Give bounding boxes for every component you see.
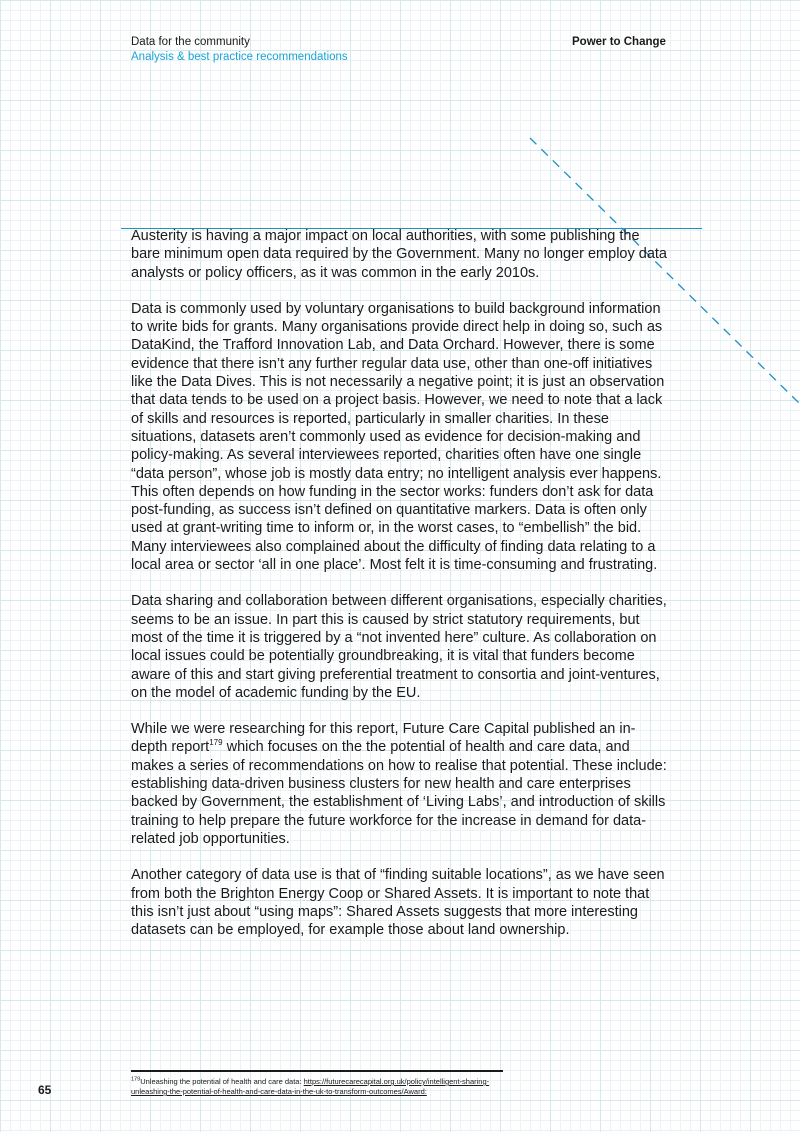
document-subtitle: Analysis & best practice recommendations <box>131 51 348 63</box>
page-number: 65 <box>38 1083 52 1097</box>
footnote-link[interactable]: https://futurecarecapital.org.uk/policy/intelligent-sharing-unleashing-the-potential-of-health-and-care-data-in-the-uk-to-transform-outcomes/Award: <box>131 1077 490 1096</box>
footnote-number: 179 <box>131 1076 141 1083</box>
footnote-text: Unleashing the potential of health and care data: <box>140 1077 304 1086</box>
paragraph-finding-locations: Another category of data use is that of “finding suitable locations”, as we have seen from both the Brighton Energy Coop or Shared Assets. It is important to note that this isn’t just about “using maps”: Shared Assets suggests that more interesting datasets can be employed, for example those about land ownership. <box>131 867 665 939</box>
paragraph-future-care-capital: While we were researching for this report, Future Care Capital published an in-depth report$^{179}$ which focuses on the the potential of health and care data, and makes a series of recommendations on how to realise that potential. These include: establishing data-driven business clusters for new health and care enterprises backed by Government, the establishment of ‘Living Labs’, and introduction of skills training to help prepare the future workforce for the increase in demand for data-related job opportunities. <box>131 721 667 847</box>
document-title: Data for the community <box>131 36 250 48</box>
paragraph-data-sharing: Data sharing and collaboration between different organisations, especially charities, seems to be an issue. In part this is caused by strict statutory requirements, but most of the time it is triggered by a “not invented here” culture. As collaboration on local issues could be potentially groundbreaking, it is vital that funders become aware of this and start giving preferential treatment to consortia and joint-ventures, on the model of academic funding by the EU. <box>131 593 667 701</box>
paragraph-voluntary-data-use: Data is commonly used by voluntary organisations to build background information to write bids for grants. Many organisations provide direct help in doing so, such as DataKind, the Trafford Innovation Lab, and Data Orchard. However, there is some evidence that there isn’t any further regular data use, other than one-off initiatives like the Data Dives. This is not necessarily a negative point; it is just an observation that data tends to be used on a project basis. However, we need to note that a lack of skills and resources is reported, particularly in smaller charities. In these situations, datasets aren’t commonly used as evidence for decision-making and policy-making. As several interviewees reported, charities often have one single “data person”, whose job is mostly data entry; no intelligent analysis ever happens. This often depends on how funding in the sector works: funders don’t ask for data post-funding, as success isn’t defined on quantitative markers. Data is often only used at grant-writing time to inform or, in the worst cases, to “embellish” the bid. Many interviewees also complained about the difficulty of finding data relating to a local area or sector ‘all in one place’. Most felt it is time-consuming and frustrating. <box>131 300 665 574</box>
brand-name: Power to Change <box>572 36 666 48</box>
footnote-rule <box>131 1070 503 1072</box>
footnote-reference[interactable]: 179 <box>209 738 223 748</box>
paragraph-austerity: Austerity is having a major impact on local authorities, with some publishing the bare minimum open data required by the Government. Many no longer employ data analysts or policy officers, as it was common in the early 2010s. <box>131 228 667 281</box>
footnote <box>131 1077 521 1097</box>
body-text <box>131 227 671 957</box>
